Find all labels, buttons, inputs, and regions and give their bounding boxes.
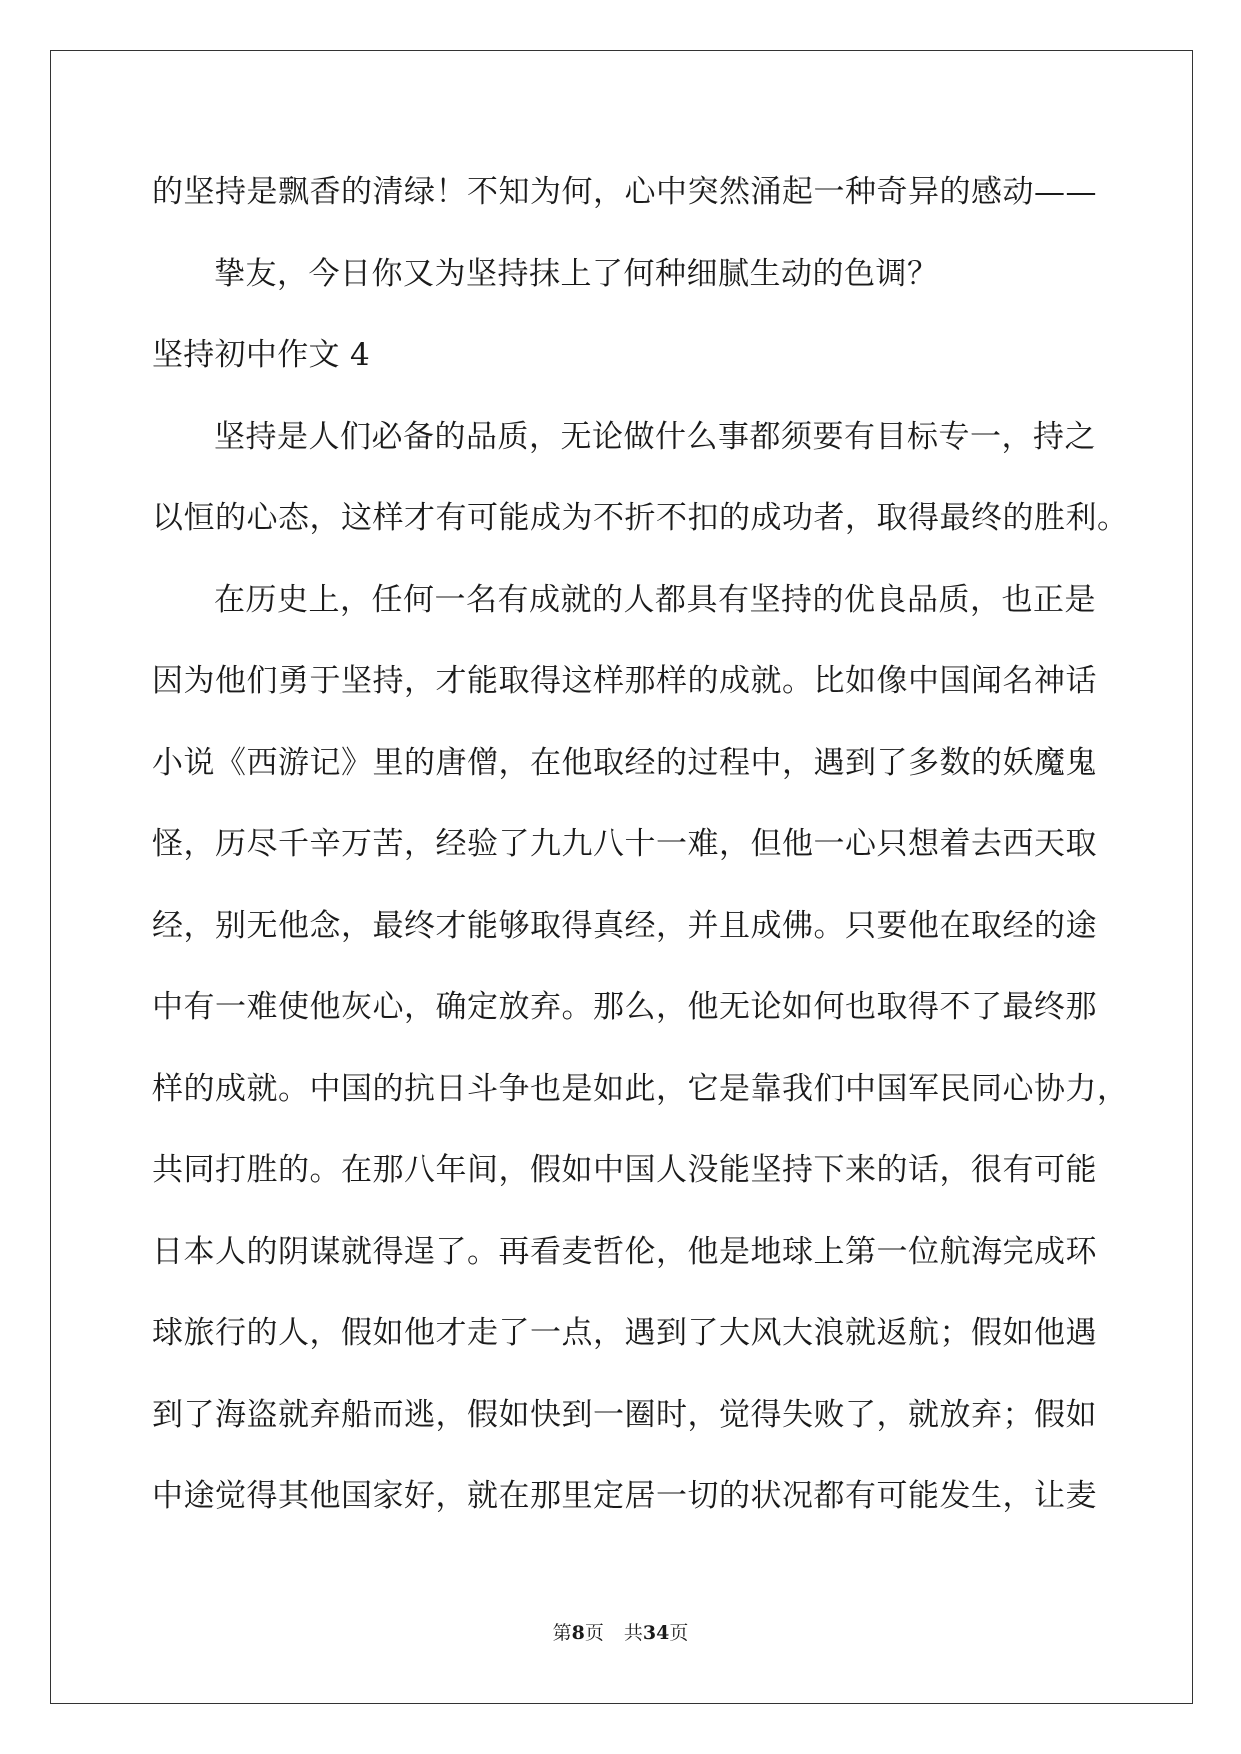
document-body	[152, 162, 1129, 1548]
text-line: 中有一难使他灰心，确定放弃。那么，他无论如何也取得不了最终那	[152, 989, 1097, 1025]
text-line: 经，别无他念，最终才能够取得真经，并且成佛。只要他在取经的途	[152, 907, 1097, 944]
text-line: 挚友，今日你又为坚持抹上了何种细腻生动的色调？	[214, 255, 939, 292]
text-line: 到了海盗就弃船而逃，假如快到一圈时，觉得失败了，就放弃；假如	[152, 1396, 1097, 1433]
text-line: 在历史上，任何一名有成就的人都具有坚持的优良品质，也正是	[214, 581, 1096, 618]
page-footer	[0, 1618, 1241, 1645]
total-pages: 34	[642, 1622, 670, 1644]
text-line: 共同打胜的。在那八年间，假如中国人没能坚持下来的话，很有可能	[152, 1152, 1097, 1188]
section-heading: 坚持初中作文 4	[152, 337, 370, 373]
text-line: 以恒的心态，这样才有可能成为不折不扣的成功者，取得最终的胜利。	[152, 500, 1129, 536]
text-line: 的坚持是飘香的清绿！不知为何，心中突然涌起一种奇异的感动——	[152, 174, 1097, 210]
text-line: 样的成就。中国的抗日斗争也是如此，它是靠我们中国军民同心协力，	[152, 1070, 1129, 1107]
text-line: 日本人的阴谋就得逞了。再看麦哲伦，他是地球上第一位航海完成环	[152, 1233, 1097, 1270]
total-prefix: 共	[623, 1622, 643, 1644]
text-line: 小说《西游记》里的唐僧，在他取经的过程中，遇到了多数的妖魔鬼	[152, 744, 1097, 781]
text-line: 球旅行的人，假如他才走了一点，遇到了大风大浪就返航；假如他遇	[152, 1315, 1097, 1351]
text-line: 中途觉得其他国家好，就在那里定居一切的状况都有可能发生，让麦	[152, 1478, 1097, 1514]
total-suffix: 页	[669, 1622, 689, 1644]
text-line: 怪，历尽千辛万苦，经验了九九八十一难，但他一心只想着去西天取	[152, 826, 1097, 862]
page-prefix: 第	[552, 1622, 572, 1644]
page-number: 8	[571, 1622, 585, 1644]
text-line: 坚持是人们必备的品质，无论做什么事都须要有目标专一，持之	[214, 418, 1096, 455]
page-suffix: 页	[584, 1622, 604, 1644]
text-line: 因为他们勇于坚持，才能取得这样那样的成就。比如像中国闻名神话	[152, 663, 1097, 699]
